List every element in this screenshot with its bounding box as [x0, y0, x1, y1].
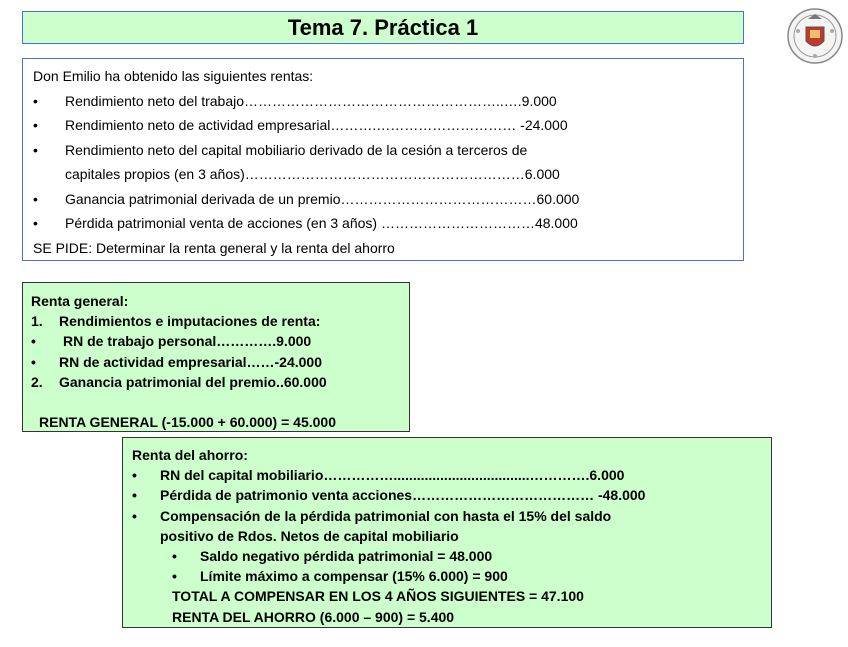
- bullet: •: [31, 353, 36, 370]
- statement-intro: Don Emilio ha obtenido las siguientes rentas:: [33, 68, 314, 84]
- item-text: Límite máximo a compensar (15% 6.000) = 900: [200, 568, 508, 585]
- statement-item-continuation: capitales propios (en 3 años)……………………………………………………6.000: [65, 166, 560, 182]
- statement-item-text: Ganancia patrimonial derivada de un premio……………………………………60.000: [65, 190, 580, 207]
- sub-list-item: [132, 546, 763, 566]
- list-item: [31, 352, 401, 372]
- statement-item-text: Rendimiento neto del capital mobiliario derivado de la cesión a terceros de: [65, 141, 528, 158]
- bullet: •: [33, 117, 38, 133]
- bullet: •: [33, 92, 38, 109]
- total-compensar: TOTAL A COMPENSAR EN LOS 4 AÑOS SIGUIENTES = 47.100: [172, 588, 584, 605]
- renta-ahorro-box: [122, 437, 772, 628]
- bullet: •: [33, 215, 38, 231]
- bullet: •: [132, 507, 137, 524]
- item-text: Rendimientos e imputaciones de renta:: [59, 313, 321, 330]
- item-number: 2.: [31, 373, 43, 390]
- item-text: Ganancia patrimonial del premio..60.000: [59, 373, 327, 390]
- item-text: Saldo negativo pérdida patrimonial = 48.000: [200, 548, 493, 565]
- renta-ahorro-total: RENTA DEL AHORRO (6.000 – 900) = 5.400: [172, 608, 455, 625]
- item-number: 1.: [31, 313, 43, 330]
- title-box: [22, 11, 744, 44]
- item-text: Compensación de la pérdida patrimonial con hasta el 15% del saldo: [160, 507, 612, 524]
- statement-item-text: Rendimiento neto del trabajo………………………………………………..….9.000: [65, 92, 557, 109]
- item-text: RN de trabajo personal………….9.000: [63, 333, 312, 350]
- statement-item: [33, 187, 743, 212]
- renta-ahorro-heading: Renta del ahorro:: [132, 447, 248, 463]
- item-text: RN de actividad empresarial……-24.000: [59, 353, 323, 370]
- item-text: RN del capital mobiliario……………...................................………….6.000: [160, 467, 625, 484]
- list-item: [132, 465, 763, 485]
- list-item: [31, 311, 401, 331]
- problem-statement: [22, 58, 744, 261]
- sub-list-item: [132, 566, 763, 586]
- renta-general-heading: Renta general:: [31, 293, 129, 309]
- renta-general-total: RENTA GENERAL (-15.000 + 60.000) = 45.000: [39, 414, 336, 431]
- statement-item-text: Rendimiento neto de actividad empresarial……….………………………… -24.000: [65, 117, 568, 133]
- bullet: •: [132, 487, 137, 504]
- list-item: [31, 331, 401, 351]
- bullet: •: [172, 548, 177, 565]
- list-item: [132, 485, 763, 505]
- list-item: [31, 372, 401, 392]
- bullet: •: [31, 333, 36, 350]
- bullet: •: [132, 467, 137, 484]
- page-title: Tema 7. Práctica 1: [287, 14, 479, 40]
- bullet: •: [33, 141, 38, 158]
- statement-item: [33, 89, 743, 114]
- list-item: [132, 506, 763, 526]
- bullet: •: [172, 568, 177, 585]
- bullet: •: [33, 190, 38, 207]
- statement-request: SE PIDE: Determinar la renta general y la renta del ahorro: [33, 239, 395, 256]
- renta-general-box: [22, 282, 410, 432]
- item-continuation: positivo de Rdos. Netos de capital mobiliario: [160, 527, 459, 544]
- statement-item: [33, 211, 743, 236]
- university-seal-logo: [786, 7, 844, 65]
- item-text: Pérdida de patrimonio venta acciones………………………………… -48.000: [160, 487, 646, 504]
- statement-item-text: Pérdida patrimonial venta de acciones (en 3 años) ……………………………48.000: [65, 215, 578, 231]
- statement-item: [33, 113, 743, 138]
- statement-item: [33, 138, 743, 163]
